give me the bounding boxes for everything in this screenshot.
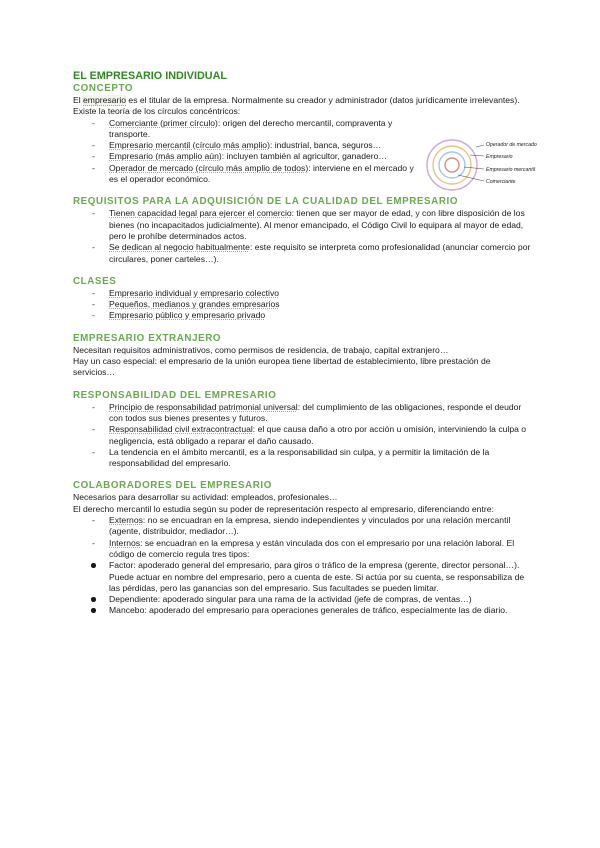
extranjero-line-2: Hay un caso especial: el empresario de la unión europea tiene libertad de establecimiento, libre prestación de servicios… [73,356,491,378]
list-item: Factor: apoderado general del empresario, para giros o tráfico de la empresa (gerente, director personal…). Puede actuar en nombre del empresario, pero a cuenta de este. Si actúa por su cuenta, se responsabiliza de las pérdidas, pero las ganancias son del empresario. Sus facultades se pueden limitar. [73,560,533,594]
list-item: - Internos: se encuadran en la empresa y están vinculada dos con el empresario por una relación laboral. El código de comercio regula tres tipos: [73,538,533,561]
list-item: - Principio de responsabilidad patrimonial universal: del cumplimiento de las obligaciones, responde el deudor con todos sus bienes presentes y futuros. [73,402,533,425]
section-heading-extranjero: EMPRESARIO EXTRANJERO [73,332,222,344]
section-heading-responsabilidad: RESPONSABILIDAD DEL EMPRESARIO [73,389,277,401]
circulos-list [73,118,418,186]
colaboradores-line-1: Necesarios para desarrollar su actividad: empleados, profesionales… [73,492,338,503]
page-title: EL EMPRESARIO INDIVIDUAL [73,70,227,82]
list-item: - Empresario individual y empresario colectivo [73,288,533,299]
section-heading-colaboradores: COLABORADORES DEL EMPRESARIO [73,480,272,492]
concepto-teoria: Existe la teoría de los círculos concéntricos: [73,106,241,117]
list-item: - Pequeños, medianos y grandes empresarios [73,299,533,310]
extranjero-line-1: Necesitan requisitos administrativos, como permisos de residencia, de trabajo, capital extranjero… [73,344,449,355]
list-item: Dependiente: apoderado singular para una rama de la actividad (jefe de compras, de ventas…) [73,594,533,605]
section-heading-clases: CLASES [73,275,117,287]
list-item: - La tendencia en el ámbito mercantil, es a la responsabilidad sin culpa, y a permitir la limitación de la responsabilidad del empresario. [73,447,533,470]
responsabilidad-list [73,402,533,470]
list-item: - Comerciante (primer círculo): origen del derecho mercantil, compraventa y transporte. [73,118,418,141]
list-item: - Operador de mercado (círculo más amplio de todos): interviene en el mercado y es el operador económico. [73,163,418,186]
list-item: - Tienen capacidad legal para ejercer el comercio: tienen que ser mayor de edad, y con libre disposición de los bienes (no incapacitados judicialmente). Al menor emancipado, el Código Civil lo equipara al mayor de edad, pero le prohíbe determinados actos. [73,208,533,242]
colaboradores-tipos-list [73,515,533,560]
concepto-paragraph: El empresario es el titular de la empresa. Normalmente su creador y administrador (datos jurídicamente irrelevantes). [73,95,520,105]
list-item: Mancebo: apoderado del empresario para operaciones generales de tráfico, especialmente las de diario. [73,605,533,616]
section-heading-concepto: CONCEPTO [73,83,134,94]
list-item: - Empresario (más amplio aún): incluyen también al agricultor, ganadero… [73,151,418,162]
list-item: - Externos: no se encuadran en la empresa, siendo independientes y vinculados por una relación mercantil (agente, distribuidor, mediador…). [73,515,533,538]
term-empresario: empresario [83,95,127,105]
diagram-label-comerciante: Comerciante [486,179,516,185]
list-item: - Empresario público y empresario privado [73,310,533,321]
colaboradores-line-2: El derecho mercantil lo estudia según su poder de representación respecto al empresario, diferenciando entre: [73,503,494,514]
diagram-label-operador: Operador de mercado [486,142,537,148]
list-item: - Empresario mercantil (círculo más amplio): industrial, banca, seguros… [73,140,418,151]
section-heading-requisitos: REQUISITOS PARA LA ADQUISICIÓN DE LA CUALIDAD DEL EMPRESARIO [73,196,459,208]
diagram-label-mercantil: Empresario mercantil [486,167,536,173]
document-content [73,70,533,617]
diagram-label-empresario: Empresario [486,154,513,160]
clases-list [73,288,533,322]
colaboradores-internos-list [73,560,533,616]
list-item: - Responsabilidad civil extracontractual: el que causa daño a otro por acción u omisión, interviniendo la culpa o negligencia, está obligado a reparar el daño causado. [73,424,533,447]
list-item: - Se dedican al negocio habitualmente: este requisito se interpreta como profesionalidad (anunciar comercio por circulares, poner carteles…). [73,242,533,265]
requisitos-list [73,208,533,264]
